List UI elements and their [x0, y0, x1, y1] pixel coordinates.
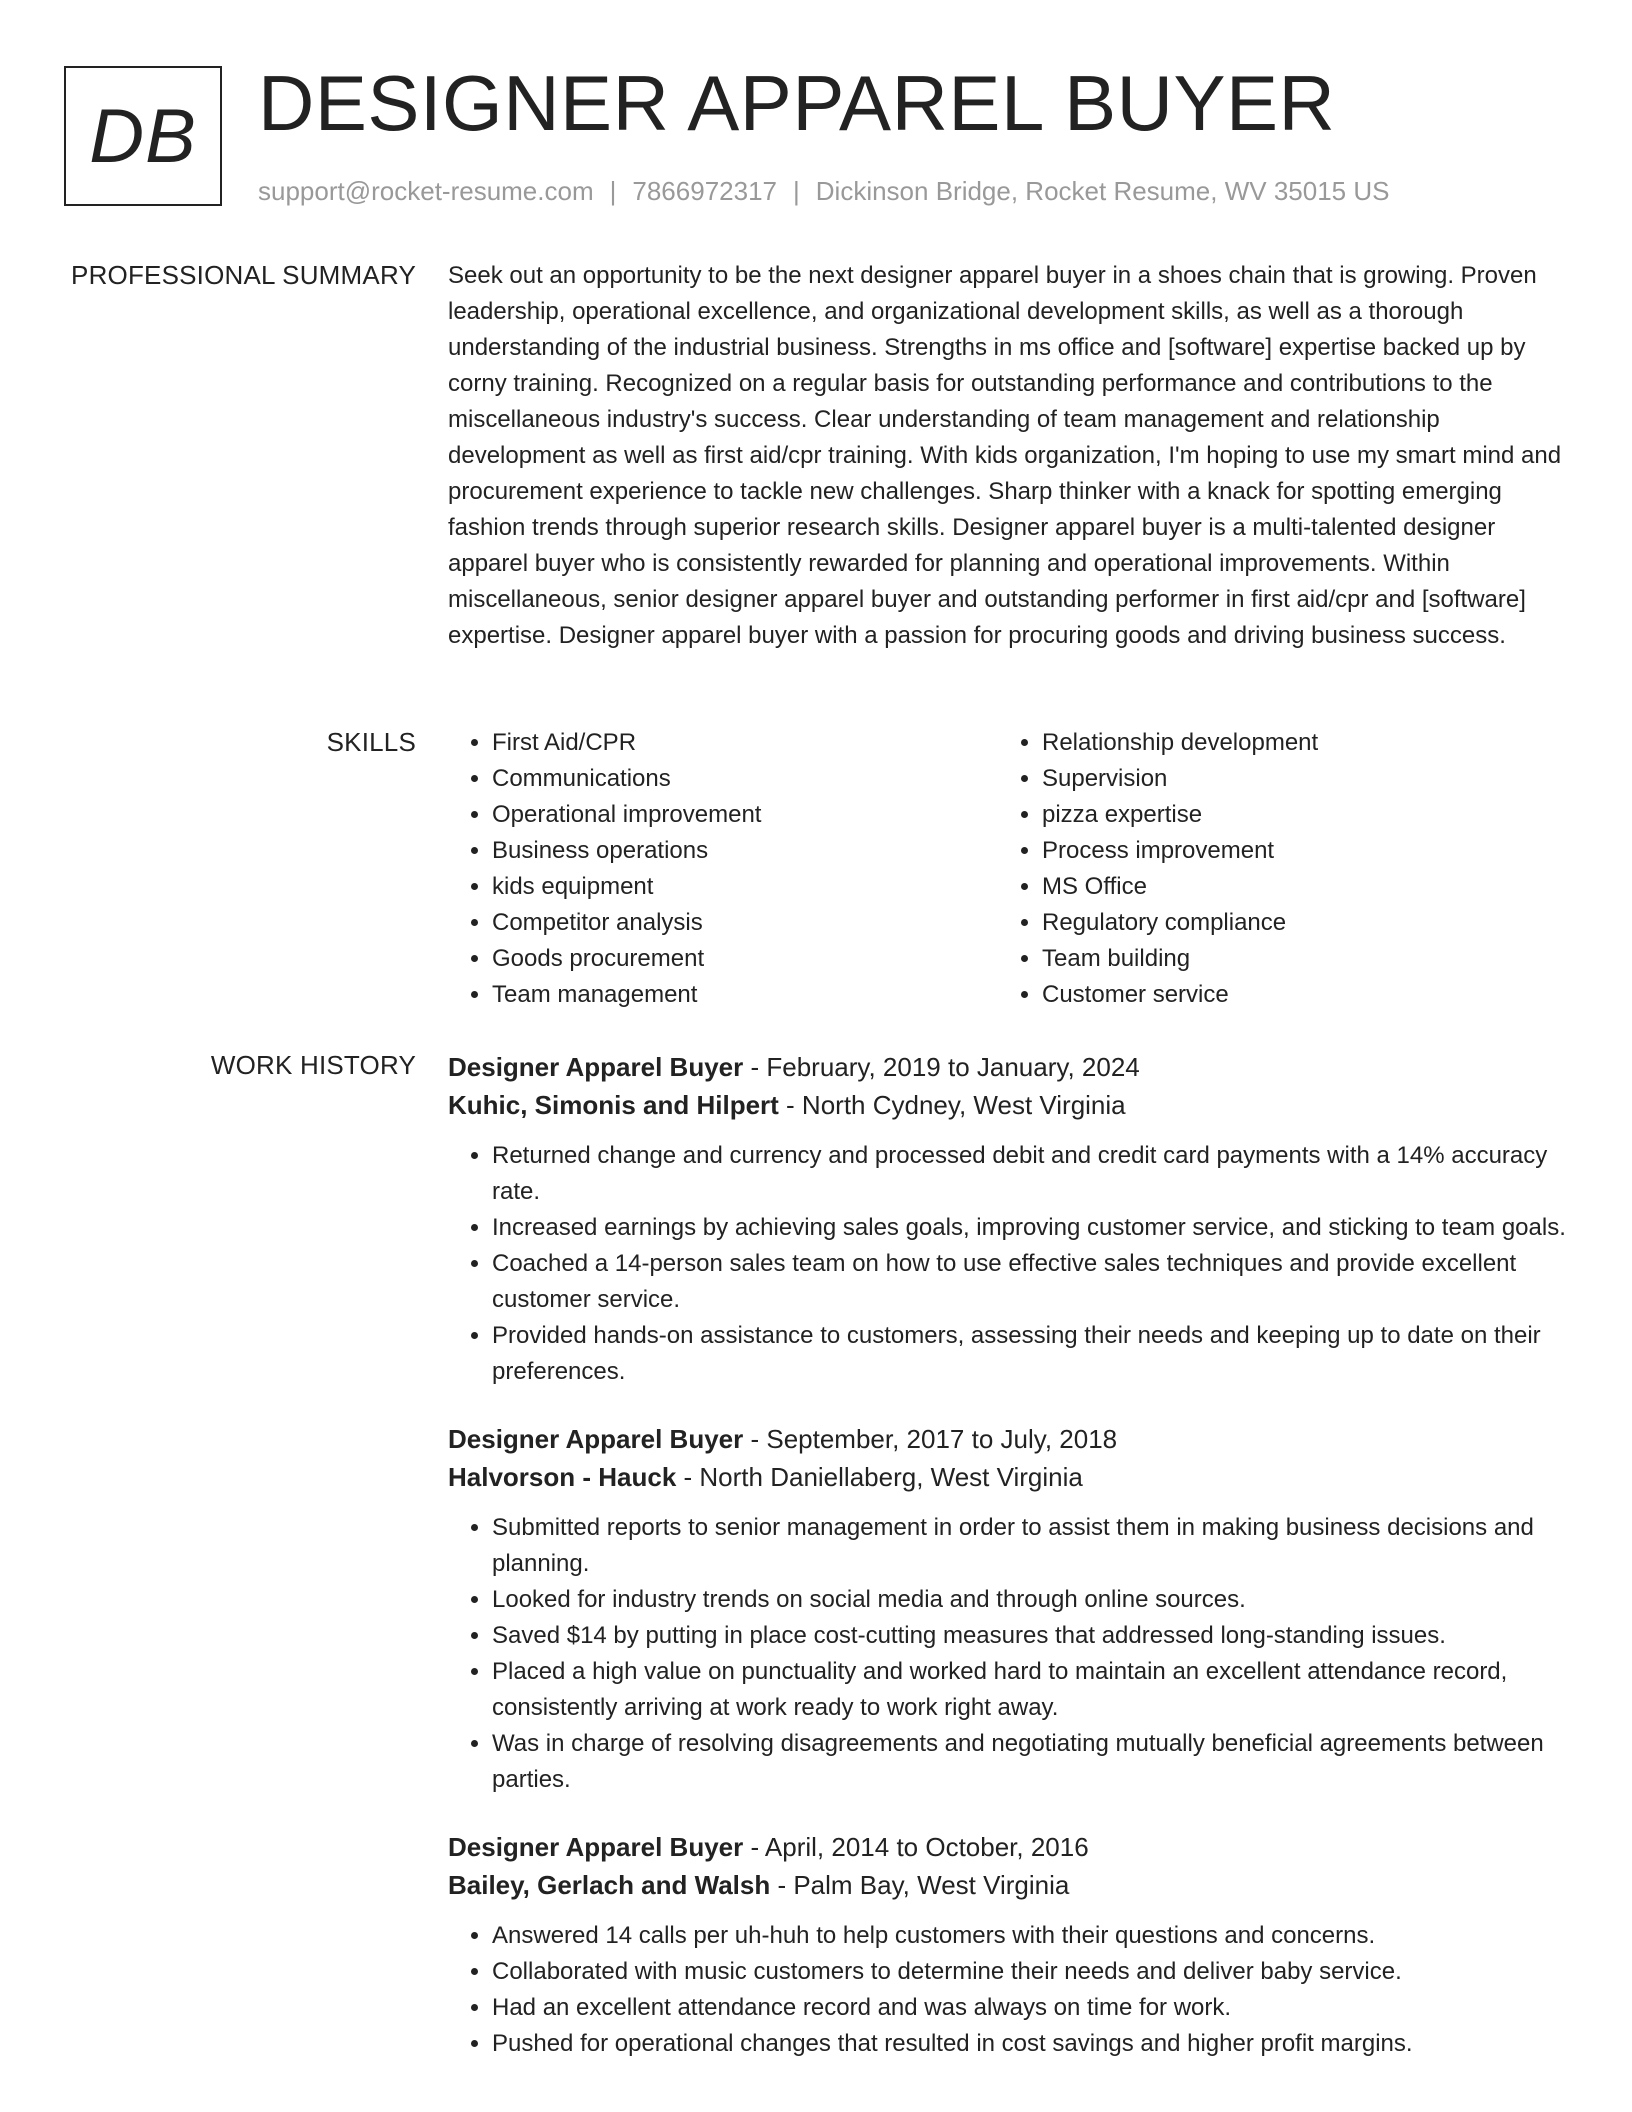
job-title: Designer Apparel Buyer	[448, 1424, 744, 1454]
company-location: - North Daniellaberg, West Virginia	[676, 1462, 1083, 1492]
job-bullet: • Submitted reports to senior management in order to assist them in making business decisions and planning.	[492, 1510, 1570, 1582]
job-company-line	[448, 1866, 1570, 1904]
job-dates: - February, 2019 to January, 2024	[743, 1052, 1140, 1082]
skill-item: • Team management	[492, 977, 998, 1013]
skill-item: • Competitor analysis	[492, 905, 998, 941]
skill-item: • Process improvement	[1042, 833, 1548, 869]
skills-body	[448, 725, 1570, 1013]
job-bullet: • Pushed for operational changes that resulted in cost savings and higher profit margins.	[492, 2026, 1570, 2062]
skill-item: • Operational improvement	[492, 797, 998, 833]
skill-item: • Communications	[492, 761, 998, 797]
skills-list-left	[448, 725, 998, 1013]
job-dates: - September, 2017 to July, 2018	[743, 1424, 1118, 1454]
job-title: Designer Apparel Buyer	[448, 1832, 744, 1862]
skill-item: • Relationship development	[1042, 725, 1548, 761]
skill-item: • Business operations	[492, 833, 998, 869]
job-entry	[448, 1828, 1570, 2062]
work-history-body	[448, 1048, 1570, 2092]
job-bullets	[448, 1510, 1570, 1798]
job-bullet: • Provided hands-on assistance to customers, assessing their needs and keeping up to date on their preferences.	[492, 1318, 1570, 1390]
job-title-line	[448, 1420, 1570, 1458]
job-company-line	[448, 1086, 1570, 1124]
monogram-logo: DB	[64, 66, 222, 206]
job-bullet: • Was in charge of resolving disagreements and negotiating mutually beneficial agreements between parties.	[492, 1726, 1570, 1798]
skill-item: • Customer service	[1042, 977, 1548, 1013]
job-bullet: • Saved $14 by putting in place cost-cutting measures that addressed long-standing issues.	[492, 1618, 1570, 1654]
job-bullet: • Increased earnings by achieving sales goals, improving customer service, and sticking to team goals.	[492, 1210, 1570, 1246]
job-bullet: • Coached a 14-person sales team on how to use effective sales techniques and provide excellent customer service.	[492, 1246, 1570, 1318]
separator: |	[609, 176, 617, 206]
skill-item: • Goods procurement	[492, 941, 998, 977]
company-location: - North Cydney, West Virginia	[778, 1090, 1126, 1120]
phone-text: 7866972317	[632, 176, 777, 206]
skill-item: • kids equipment	[492, 869, 998, 905]
job-bullet: • Collaborated with music customers to determine their needs and deliver baby service.	[492, 1954, 1570, 1990]
job-bullet: • Answered 14 calls per uh-huh to help customers with their questions and concerns.	[492, 1918, 1570, 1954]
summary-body	[448, 258, 1570, 654]
company-name: Bailey, Gerlach and Walsh	[448, 1870, 771, 1900]
company-name: Kuhic, Simonis and Hilpert	[448, 1090, 779, 1120]
section-label-work-history: WORK HISTORY	[210, 1050, 416, 1080]
job-title-line	[448, 1828, 1570, 1866]
job-dates: - April, 2014 to October, 2016	[743, 1832, 1089, 1862]
job-bullet: • Placed a high value on punctuality and worked hard to maintain an excellent attendance record, consistently arriving at work ready to work right away.	[492, 1654, 1570, 1726]
job-entry	[448, 1048, 1570, 1390]
separator: |	[793, 176, 800, 206]
email-text: support@rocket-resume.com	[258, 176, 594, 206]
section-label-summary: PROFESSIONAL SUMMARY	[71, 260, 416, 290]
skill-item: • First Aid/CPR	[492, 725, 998, 761]
skills-list-right	[998, 725, 1548, 1013]
skill-item: • MS Office	[1042, 869, 1548, 905]
job-bullet: • Returned change and currency and processed debit and credit card payments with a 14% accuracy rate.	[492, 1138, 1570, 1210]
company-name: Halvorson - Hauck	[448, 1462, 677, 1492]
skill-item: • Supervision	[1042, 761, 1548, 797]
resume-title: DESIGNER APPAREL BUYER	[258, 59, 1336, 147]
job-company-line	[448, 1458, 1570, 1496]
job-bullets	[448, 1138, 1570, 1390]
skill-item: • pizza expertise	[1042, 797, 1548, 833]
job-bullet: • Had an excellent attendance record and was always on time for work.	[492, 1990, 1570, 2026]
address-text: Dickinson Bridge, Rocket Resume, WV 35015 US	[815, 176, 1390, 206]
job-entry	[448, 1420, 1570, 1798]
contact-line	[258, 174, 1389, 208]
summary-text: Seek out an opportunity to be the next designer apparel buyer in a shoes chain that is growing. Proven leadership, operational excellence, and organizational development skills, as well as a thorough understanding of the industrial business. Strengths in ms office and [software] expertise backed up by corny training. Recognized on a regular basis for outstanding performance and contributions to the miscellaneous industry's success. Clear understanding of team management and relationship development as well as first aid/cpr training. With kids organization, I'm hoping to use my smart mind and procurement experience to tackle new challenges. Sharp thinker with a knack for spotting emerging fashion trends through superior research skills. Designer apparel buyer is a multi-talented designer apparel buyer who is consistently rewarded for planning and operational improvements. Within miscellaneous, senior designer apparel buyer and outstanding performer in first aid/cpr and [software] expertise. Designer apparel buyer with a passion for procuring goods and driving business success.	[448, 262, 1562, 649]
company-location: - Palm Bay, West Virginia	[770, 1870, 1070, 1900]
skill-item: • Team building	[1042, 941, 1548, 977]
section-label-skills: SKILLS	[326, 727, 416, 757]
skill-item: • Regulatory compliance	[1042, 905, 1548, 941]
job-title: Designer Apparel Buyer	[448, 1052, 744, 1082]
job-bullet: • Looked for industry trends on social media and through online sources.	[492, 1582, 1570, 1618]
job-title-line	[448, 1048, 1570, 1086]
job-bullets	[448, 1918, 1570, 2062]
